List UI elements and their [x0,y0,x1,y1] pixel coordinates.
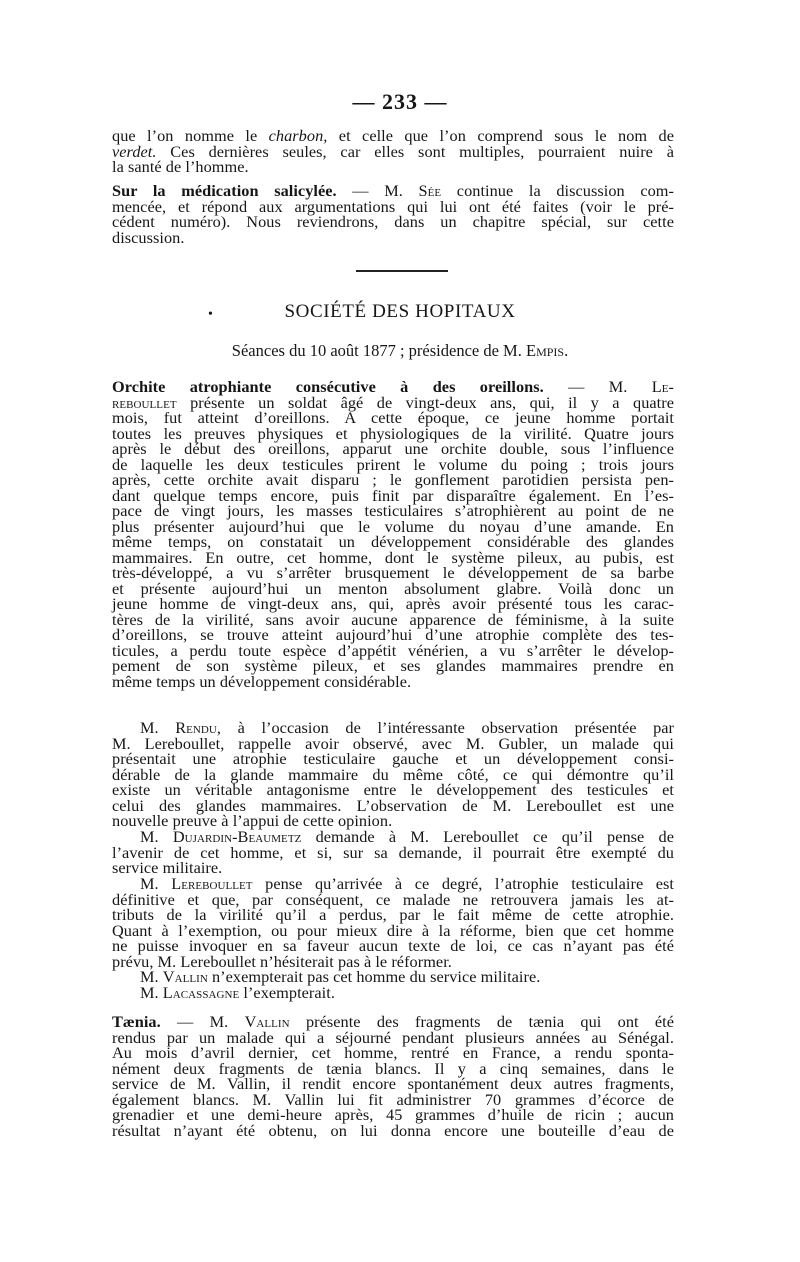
opening-paragraph [112,128,674,175]
text-line: cédent numéro). Nous reviendrons, dans un chapitre spécial, sur cette [112,212,674,231]
text-line: présentait une atrophie testiculaire gauche et un développement consi- [112,749,674,768]
text-run: Séances du 10 août 1877 ; présidence de M. [231,341,522,360]
person-name: Lereboullet [171,874,253,893]
text-line: la santé de l’homme. [112,157,249,176]
text-line: même temps un développement considérable. [112,671,412,691]
text-run: présente un soldat âgé de vingt-deux ans, qui, il y a quatre [190,392,674,412]
text-line: grenadier et une demi-heure après, 45 grammes d’huile de ricin ; aucun [112,1105,674,1124]
person-name: Rendu, [175,718,222,737]
text-run: — M. [568,377,628,396]
text-run: continue la discussion com- [456,181,674,200]
person-name: Vallin [162,967,208,986]
text-line: toutes les preuves physiques et physiologiques de la virilité. Quatre jours [112,423,674,443]
text-run: l’exempterait. [243,982,335,1002]
italic-term: verdet. [112,141,157,161]
text-line: M. Lereboullet, rappelle avoir observé, avec M. Gubler, un malade qui [112,733,674,753]
society-title: SOCIÉTÉ DES HOPITAUX [284,301,516,322]
text-line: jeune homme de vingt-deux ans, qui, après avoir présenté tous les carac- [112,594,674,613]
lereboullet-lines [112,889,674,971]
section-heading: Orchite atrophiante consécutive à des oreillons. [112,377,544,396]
rendu-lines [112,733,674,830]
text-line: définitive et que, par conséquent, ce malade ne retrouvera jamais les at- [112,889,674,909]
text-line: même temps, on constatait un développement considérable des glandes [112,532,674,551]
section-heading: Tænia. [112,1012,161,1031]
text-line: nouvelle preuve à l’appui de cette opinion. [112,811,393,830]
dujardin-lines [112,842,674,877]
text-run: que l’on nomme le [112,126,258,145]
text-line: résultat n’ayant été obtenu, on lui donna encore une bouteille d’eau de [112,1120,674,1140]
text-run: M. [140,967,159,986]
taenia-lines [112,1027,674,1140]
text-line: et présente aujourd’hui un menton absolument glabre. Voilà donc un [112,578,674,598]
text-run: — M. [352,181,403,200]
text-line: dérable de la glande mammaire du même côté, ce qui démontre qu’il [112,764,674,784]
text-line: Quant à l’exemption, ou pour mieux dire à la réforme, bien que cet homme [112,920,674,940]
text-line: pement de son système pileux, et ses glandes mammaires prendre en [112,656,674,675]
text-line: dant quelque temps encore, puis finit par disparaître également. En l’es- [112,485,674,505]
page-number: — 233 — [352,89,448,114]
text-line: ne puisse invoquer en sa faveur aucun texte de loi, ce cas n’ayant pas été [112,936,674,955]
text-line: très-développé, a vu s’arrêter brusquement le développement de sa barbe [112,563,674,582]
person-name: reboullet [112,392,177,412]
person-name: Sée [418,181,442,200]
text-line: tributs de la virilité qu’il a perdus, par le fait même de cette atrophie. [112,905,674,924]
lereboullet-paragraph [112,876,674,969]
text-line: mencée, et répond aux argumentations qui lui ont été faites (voir le pré- [112,196,674,216]
orchite-paragraph [112,379,674,689]
text-line: de laquelle les deux testicules prirent le volume du poing ; trois jours [112,454,674,474]
italic-term: charbon, [268,126,328,145]
dujardin-paragraph [112,829,674,876]
text-line: après, cette orchite avait disparu ; le gonflement parotidien persista pen- [112,470,674,489]
stray-dot: • [208,307,213,322]
text-run: M. [140,718,159,737]
text-run: présente des fragments de tænia qui ont été [305,1012,675,1031]
section-heading: Sur la médication salicylée. [112,181,337,200]
text-line: également blancs. M. Vallin lui fit administrer 70 grammes d’écorce de [112,1089,674,1109]
text-run: et celle que l’on comprend sous le nom de [338,126,674,145]
person-name: Vallin [244,1012,290,1031]
text-line: service militaire. [112,858,223,877]
text-line [112,982,674,1002]
text-line: tères de la virilité, sans avoir aucune apparence de féminisme, à la suite [112,609,674,629]
person-name: Lacassagne [162,982,240,1002]
text-run: n’exempterait pas cet homme du service militaire. [211,967,541,986]
short-remarks [112,969,674,1000]
text-line: plus présenter aujourd’hui que le volume du noyau d’une amande. En [112,516,674,536]
text-line: Au mois d’avril dernier, cet homme, rentré en France, a rendu sponta- [112,1043,674,1062]
text-run: pense qu’arrivée à ce degré, l’atrophie testiculaire est [265,874,675,893]
text-line: mammaires. En outre, cet homme, dont le système pileux, au pubis, est [112,547,674,567]
taenia-paragraph [112,1014,674,1138]
text-line: d’oreillons, se trouve atteint aujourd’hui d’une atrophie complète des tes- [112,625,674,644]
section-divider [356,270,448,272]
session-line [0,341,800,361]
person-name: Le- [651,377,674,396]
text-line: l’avenir de cet homme, et si, sur sa demande, il pourrait être exempté du [112,842,674,862]
salicyl-paragraph [112,183,674,245]
person-name: Empis. [525,341,569,360]
text-line: nément deux fragments de tænia blancs. Il y a cinq semaines, dans le [112,1058,674,1078]
orchite-lines [112,410,674,689]
text-line: ticules, a perdu toute espèce d’appétit vénérien, a vu s’arrêter le dévelop- [112,640,674,660]
text-run: M. [140,827,159,846]
text-line: existe un véritable antagonisme entre le développement des testicules et [112,780,674,799]
text-run: à l’occasion de l’intéressante observation présentée par [237,718,675,737]
text-run: — M. [177,1012,229,1031]
text-line: discussion. [112,227,185,247]
text-run: M. [140,874,159,893]
text-line: prévu, M. Lereboullet n’hésiterait pas à le réformer. [112,951,452,971]
text-line: service de M. Vallin, il rendit encore spontanément deux autres fragments, [112,1074,674,1093]
text-run: demande à M. Lereboullet ce qu’il pense de [315,827,675,846]
rendu-paragraph [112,720,674,829]
text-line: rendus par un malade qui a séjourné pendant plusieurs années au Sénégal. [112,1027,674,1047]
person-name: Dujardin-Beaumetz [172,827,302,846]
text-line: pace de vingt jours, les masses testiculaires s’atrophièrent au point de ne [112,501,674,520]
text-line: mois, fut atteint d’oreillons. A cette époque, ce jeune homme portait [112,408,674,427]
text-run: M. [140,982,159,1002]
text-line: après le début des oreillons, apparut une orchite double, sous l’influence [112,439,674,458]
text-line: celui des glandes mammaires. L’observation de M. Lereboullet est une [112,795,674,815]
text-run: Ces dernières seules, car elles sont multiples, pourraient nuire à [170,141,674,161]
